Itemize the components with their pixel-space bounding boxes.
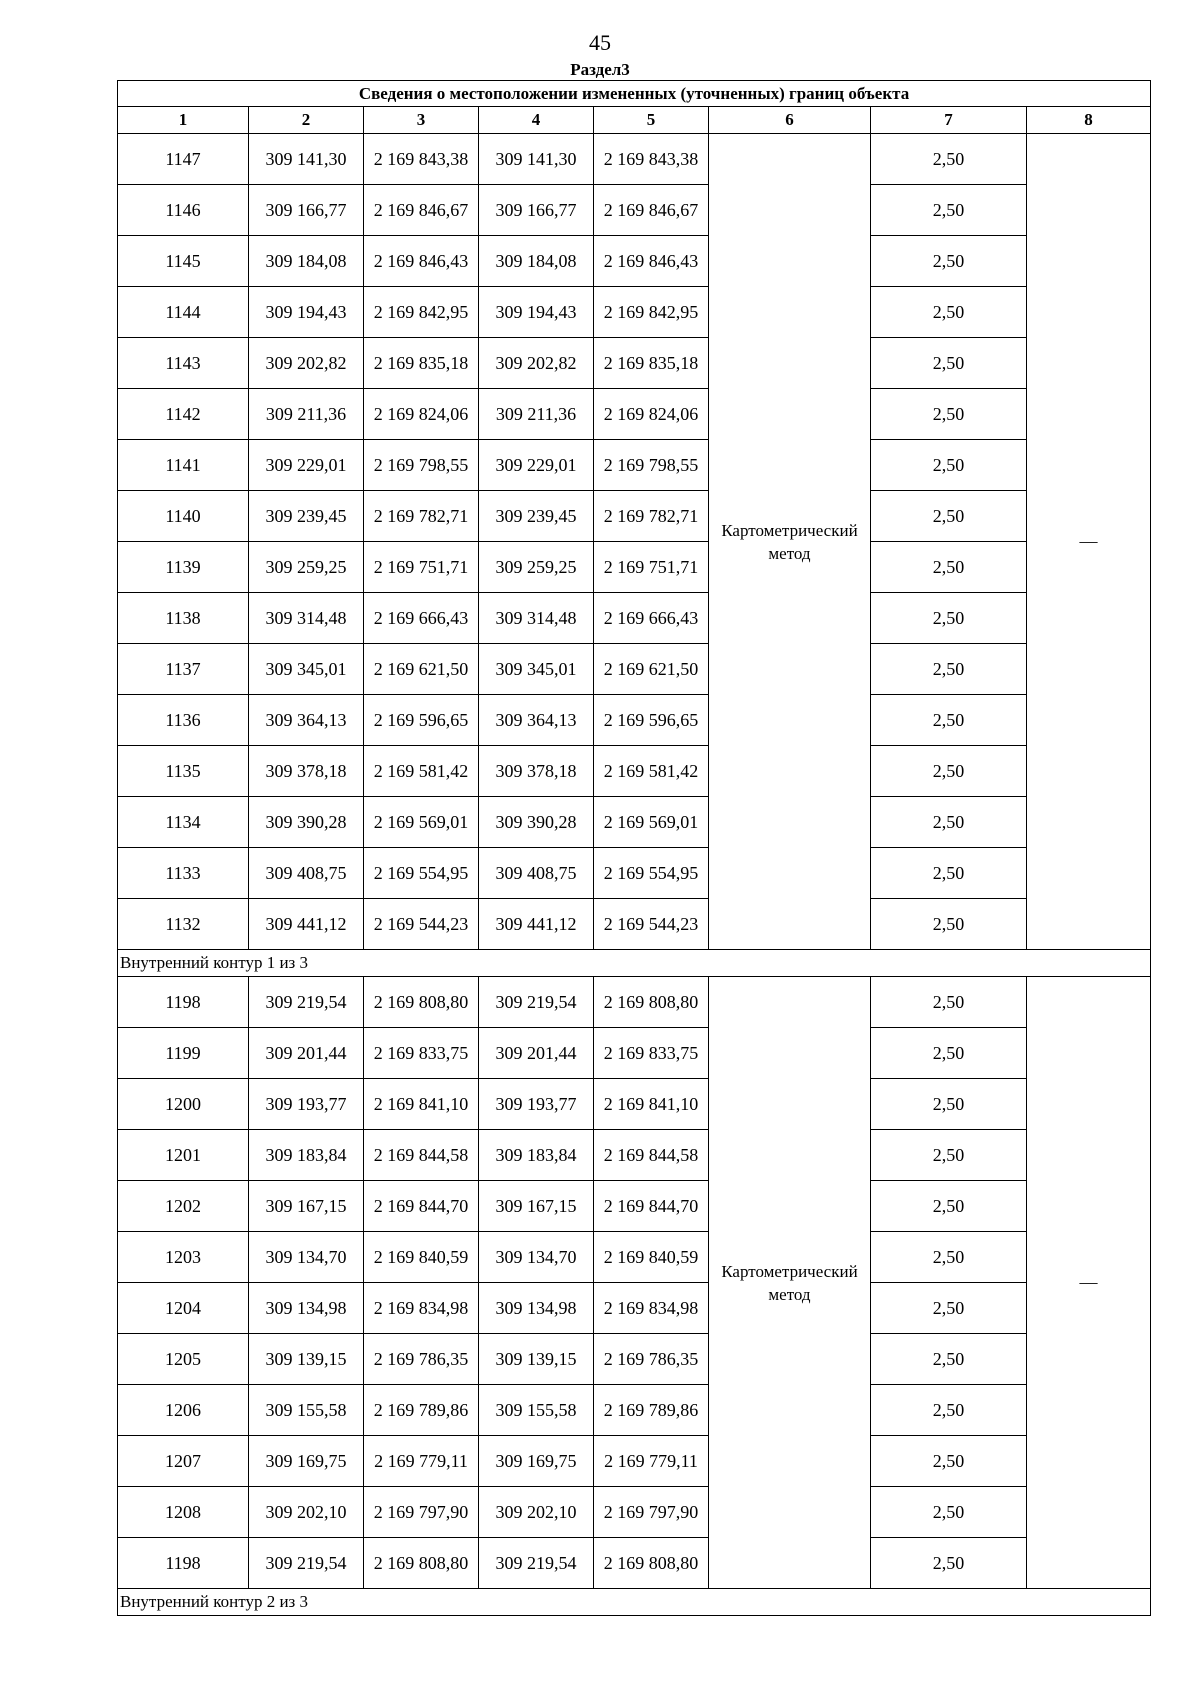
table-cell: 2,50 [871,185,1027,236]
table-cell: 309 345,01 [249,644,364,695]
table-cell: 2,50 [871,1232,1027,1283]
table-cell: 2 169 596,65 [364,695,479,746]
table-row [118,134,1151,185]
table-cell: 309 139,15 [249,1334,364,1385]
table-cell: 2 169 621,50 [594,644,709,695]
table-cell: 2 169 621,50 [364,644,479,695]
table-cell: 2 169 666,43 [364,593,479,644]
table-row [118,695,1151,746]
table-cell: 309 202,82 [479,338,594,389]
table-cell: 2 169 779,11 [364,1436,479,1487]
table-cell: 2 169 841,10 [364,1079,479,1130]
table-cell: 2 169 789,86 [364,1385,479,1436]
table-cell: 2 169 751,71 [364,542,479,593]
contour-label: Внутренний контур 1 из 3 [118,950,1151,977]
table-cell: 1134 [118,797,249,848]
table-cell: 2 169 846,67 [364,185,479,236]
table-cell: 2 169 808,80 [594,977,709,1028]
table-row [118,440,1151,491]
table-cell: 309 259,25 [479,542,594,593]
table-cell: 309 441,12 [479,899,594,950]
table-cell: 2 169 846,43 [594,236,709,287]
column-number: 5 [594,107,709,134]
table-cell: 309 345,01 [479,644,594,695]
table-cell: 1132 [118,899,249,950]
table-cell: 309 202,10 [249,1487,364,1538]
table-cell: 2 169 846,43 [364,236,479,287]
table-cell: 2,50 [871,1334,1027,1385]
table-cell: 2 169 834,98 [364,1283,479,1334]
table-cell: 309 167,15 [249,1181,364,1232]
table-cell: 309 134,70 [479,1232,594,1283]
table-row [118,977,1151,1028]
table-cell: 309 219,54 [249,977,364,1028]
table-cell: 2,50 [871,1181,1027,1232]
table-cell: 1140 [118,491,249,542]
table-cell: 2 169 844,58 [594,1130,709,1181]
page-number: 45 [589,30,611,55]
table-cell: 1208 [118,1487,249,1538]
table-cell: 2 169 782,71 [364,491,479,542]
table-cell: 2 169 846,67 [594,185,709,236]
table-cell: 2 169 554,95 [364,848,479,899]
table-cell: 309 314,48 [479,593,594,644]
table-cell: 309 202,82 [249,338,364,389]
table-row [118,338,1151,389]
table-cell: 2,50 [871,440,1027,491]
table-cell: 2 169 581,42 [364,746,479,797]
table-cell: 309 211,36 [249,389,364,440]
table-cell: 2 169 824,06 [364,389,479,440]
table-cell: 2 169 751,71 [594,542,709,593]
table-cell: 2,50 [871,848,1027,899]
table-row [118,1181,1151,1232]
table-row [118,287,1151,338]
table-cell: 2 169 840,59 [364,1232,479,1283]
table-row [118,644,1151,695]
table-cell: 2 169 797,90 [364,1487,479,1538]
column-number: 7 [871,107,1027,134]
table-cell: 309 194,43 [479,287,594,338]
table-cell: 1198 [118,977,249,1028]
table-row [118,542,1151,593]
table-row [118,1028,1151,1079]
table-cell: 309 378,18 [249,746,364,797]
column-number: 2 [249,107,364,134]
table-cell: 309 201,44 [479,1028,594,1079]
table-cell: 309 219,54 [479,1538,594,1589]
column-number: 4 [479,107,594,134]
contour-row [118,1589,1151,1616]
table-cell: 2 169 824,06 [594,389,709,440]
table-cell: 309 194,43 [249,287,364,338]
table-cell: 1206 [118,1385,249,1436]
table-cell: 2 169 581,42 [594,746,709,797]
table-cell: 309 219,54 [479,977,594,1028]
table-cell: 309 201,44 [249,1028,364,1079]
table-cell: 2 169 596,65 [594,695,709,746]
table-cell: 2,50 [871,134,1027,185]
table-row [118,1130,1151,1181]
table-cell: 2,50 [871,1487,1027,1538]
table-cell: 2 169 798,55 [594,440,709,491]
column-number: 3 [364,107,479,134]
table-cell: 2,50 [871,542,1027,593]
table-cell: 1200 [118,1079,249,1130]
table-cell: 309 134,98 [479,1283,594,1334]
table-cell: 2 169 544,23 [594,899,709,950]
contour-row [118,950,1151,977]
table-cell: 2 169 569,01 [594,797,709,848]
table-cell: 2,50 [871,746,1027,797]
table-cell: 2 169 840,59 [594,1232,709,1283]
table-cell: 2,50 [871,1385,1027,1436]
table-cell: 309 166,77 [479,185,594,236]
table-cell: 309 134,70 [249,1232,364,1283]
table-cell: 309 314,48 [249,593,364,644]
table-cell: 309 229,01 [479,440,594,491]
table-cell: 1137 [118,644,249,695]
table-cell: 2 169 808,80 [594,1538,709,1589]
method-cell: Картометрический метод [709,977,871,1589]
table-cell: 1147 [118,134,249,185]
table-cell: 2 169 841,10 [594,1079,709,1130]
column-number: 8 [1027,107,1151,134]
table-row [118,899,1151,950]
table-cell: 309 183,84 [249,1130,364,1181]
table-cell: 2,50 [871,1436,1027,1487]
table-cell: 309 239,45 [479,491,594,542]
table-cell: 1144 [118,287,249,338]
table-row [118,185,1151,236]
table-row [118,236,1151,287]
table-cell: 309 169,75 [249,1436,364,1487]
table-row [118,848,1151,899]
table-cell: 2 169 808,80 [364,977,479,1028]
table-row [118,1385,1151,1436]
table-cell: 1205 [118,1334,249,1385]
table-cell: 309 229,01 [249,440,364,491]
table-cell: 2 169 569,01 [364,797,479,848]
table-cell: 1136 [118,695,249,746]
section-title: Раздел3 [570,60,630,79]
table-cell: 2,50 [871,1028,1027,1079]
table-cell: 1201 [118,1130,249,1181]
table-cell: 309 193,77 [479,1079,594,1130]
table-cell: 1198 [118,1538,249,1589]
table-cell: 2 169 844,70 [364,1181,479,1232]
table-cell: 1145 [118,236,249,287]
method-cell: Картометрический метод [709,134,871,950]
table-cell: 2 169 554,95 [594,848,709,899]
table-cell: 309 184,08 [479,236,594,287]
table-row [118,797,1151,848]
table-cell: 2,50 [871,797,1027,848]
table-cell: 2 169 835,18 [594,338,709,389]
table-cell: 2,50 [871,338,1027,389]
table-cell: 1204 [118,1283,249,1334]
table-cell: 2 169 782,71 [594,491,709,542]
table-cell: 309 183,84 [479,1130,594,1181]
table-caption: Сведения о местоположении измененных (уточненных) границ объекта [118,81,1151,107]
table-cell: 2,50 [871,977,1027,1028]
table-cell: 1135 [118,746,249,797]
table-cell: 2,50 [871,1538,1027,1589]
table-cell: 309 378,18 [479,746,594,797]
table-cell: 2 169 779,11 [594,1436,709,1487]
table-cell: 1138 [118,593,249,644]
table-cell: 309 211,36 [479,389,594,440]
table-cell: 1146 [118,185,249,236]
table-cell: 309 390,28 [479,797,594,848]
table-row [118,491,1151,542]
table-cell: 2,50 [871,1079,1027,1130]
table-row [118,1232,1151,1283]
table-cell: 1143 [118,338,249,389]
table-caption-row [118,81,1151,107]
table-cell: 309 219,54 [249,1538,364,1589]
table-cell: 2 169 833,75 [594,1028,709,1079]
table-cell: 2,50 [871,1130,1027,1181]
column-number-row [118,107,1151,134]
table-cell: 2 169 786,35 [364,1334,479,1385]
table-cell: 309 441,12 [249,899,364,950]
table-row [118,1436,1151,1487]
table-cell: 2 169 843,38 [364,134,479,185]
table-cell: 2,50 [871,491,1027,542]
dash-cell: — [1027,977,1151,1589]
table-cell: 2,50 [871,236,1027,287]
table-cell: 1207 [118,1436,249,1487]
table-cell: 309 202,10 [479,1487,594,1538]
table-cell: 2 169 666,43 [594,593,709,644]
table-row [118,1487,1151,1538]
table-cell: 1139 [118,542,249,593]
table-cell: 309 408,75 [249,848,364,899]
table-row [118,1538,1151,1589]
table-cell: 309 139,15 [479,1334,594,1385]
table-cell: 2,50 [871,1283,1027,1334]
table-cell: 2,50 [871,644,1027,695]
table-cell: 2 169 786,35 [594,1334,709,1385]
table-cell: 2 169 789,86 [594,1385,709,1436]
table-cell: 2 169 835,18 [364,338,479,389]
table-cell: 309 390,28 [249,797,364,848]
table-cell: 309 134,98 [249,1283,364,1334]
table-cell: 2 169 544,23 [364,899,479,950]
table-row [118,1079,1151,1130]
dash-cell: — [1027,134,1151,950]
table-cell: 309 167,15 [479,1181,594,1232]
table-cell: 1141 [118,440,249,491]
table-row [118,1334,1151,1385]
table-cell: 2,50 [871,593,1027,644]
table-cell: 2 169 834,98 [594,1283,709,1334]
table-cell: 2 169 798,55 [364,440,479,491]
table-cell: 2,50 [871,695,1027,746]
table-cell: 1142 [118,389,249,440]
table-cell: 309 364,13 [479,695,594,746]
table-cell: 309 155,58 [479,1385,594,1436]
table-cell: 2 169 833,75 [364,1028,479,1079]
table-row [118,593,1151,644]
table-cell: 309 408,75 [479,848,594,899]
table-cell: 1202 [118,1181,249,1232]
table-cell: 2 169 844,58 [364,1130,479,1181]
table-cell: 2,50 [871,287,1027,338]
coordinates-table [117,80,1151,1616]
table-cell: 2 169 842,95 [364,287,479,338]
table-cell: 2 169 844,70 [594,1181,709,1232]
table-cell: 1199 [118,1028,249,1079]
table-cell: 309 155,58 [249,1385,364,1436]
table-row [118,389,1151,440]
table-cell: 2 169 842,95 [594,287,709,338]
table-cell: 309 364,13 [249,695,364,746]
table-cell: 309 184,08 [249,236,364,287]
table-cell: 2 169 808,80 [364,1538,479,1589]
table-row [118,746,1151,797]
table-cell: 309 166,77 [249,185,364,236]
table-cell: 2 169 797,90 [594,1487,709,1538]
column-number: 6 [709,107,871,134]
table-row [118,1283,1151,1334]
table-cell: 309 169,75 [479,1436,594,1487]
table-cell: 2,50 [871,899,1027,950]
table-cell: 309 193,77 [249,1079,364,1130]
table-cell: 309 141,30 [479,134,594,185]
table-cell: 2 169 843,38 [594,134,709,185]
table-cell: 2,50 [871,389,1027,440]
table-cell: 1203 [118,1232,249,1283]
table-cell: 309 259,25 [249,542,364,593]
table-cell: 309 141,30 [249,134,364,185]
table-cell: 309 239,45 [249,491,364,542]
table-cell: 1133 [118,848,249,899]
column-number: 1 [118,107,249,134]
contour-label: Внутренний контур 2 из 3 [118,1589,1151,1616]
